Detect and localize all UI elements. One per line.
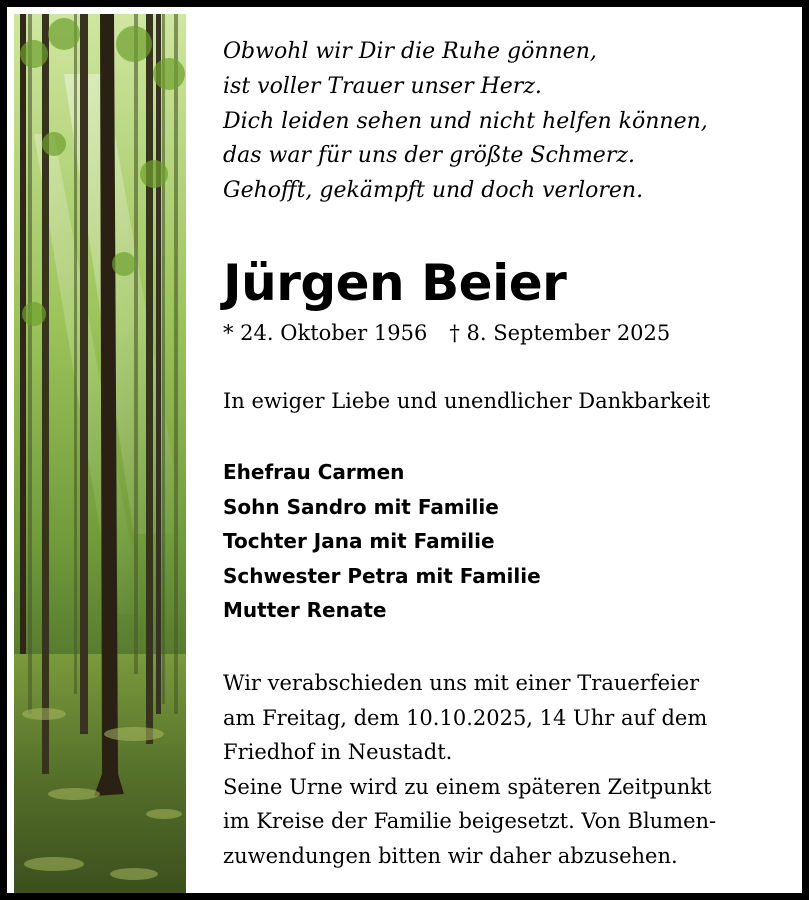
mourners-list (223, 455, 798, 628)
service-line: im Kreise der Familie beigesetzt. Von Blumen- (223, 809, 717, 834)
mourner: Ehefrau Carmen (223, 459, 405, 484)
mourner: Schwester Petra mit Familie (223, 563, 541, 588)
deceased-name: Jürgen Beier (223, 253, 567, 312)
notice-text (223, 27, 798, 874)
forest-illustration (14, 14, 186, 900)
life-dates (223, 321, 798, 345)
poem-line: Dich leiden sehen und nicht helfen können, (223, 108, 708, 134)
service-line: zuwendungen bitten wir daher abzusehen. (223, 843, 678, 868)
poem-line: das war für uns der größte Schmerz. (223, 143, 635, 169)
birth-date: * 24. Oktober 1956 (223, 320, 428, 345)
poem-line: Obwohl wir Dir die Ruhe gönnen, (223, 39, 597, 64)
service-info (223, 666, 798, 874)
mourner: Sohn Sandro mit Familie (223, 494, 499, 519)
service-line: am Freitag, dem 10.10.2025, 14 Uhr auf dem (223, 705, 708, 730)
death-date: † 8. September 2025 (449, 320, 671, 345)
mourner: Mutter Renate (223, 598, 387, 623)
forest-photo (14, 14, 186, 900)
poem (223, 35, 798, 209)
poem-line: ist voller Trauer unser Herz. (223, 73, 542, 99)
mourner: Tochter Jana mit Familie (223, 529, 495, 554)
service-line: Wir verabschieden uns mit einer Trauerfeier (223, 670, 700, 695)
tribute-line: In ewiger Liebe und unendlicher Dankbarkeit (223, 388, 711, 413)
service-line: Seine Urne wird zu einem späteren Zeitpunkt (223, 774, 712, 799)
poem-line: Gehofft, gekämpft und doch verloren. (223, 178, 644, 204)
service-line: Friedhof in Neustadt. (223, 740, 453, 765)
